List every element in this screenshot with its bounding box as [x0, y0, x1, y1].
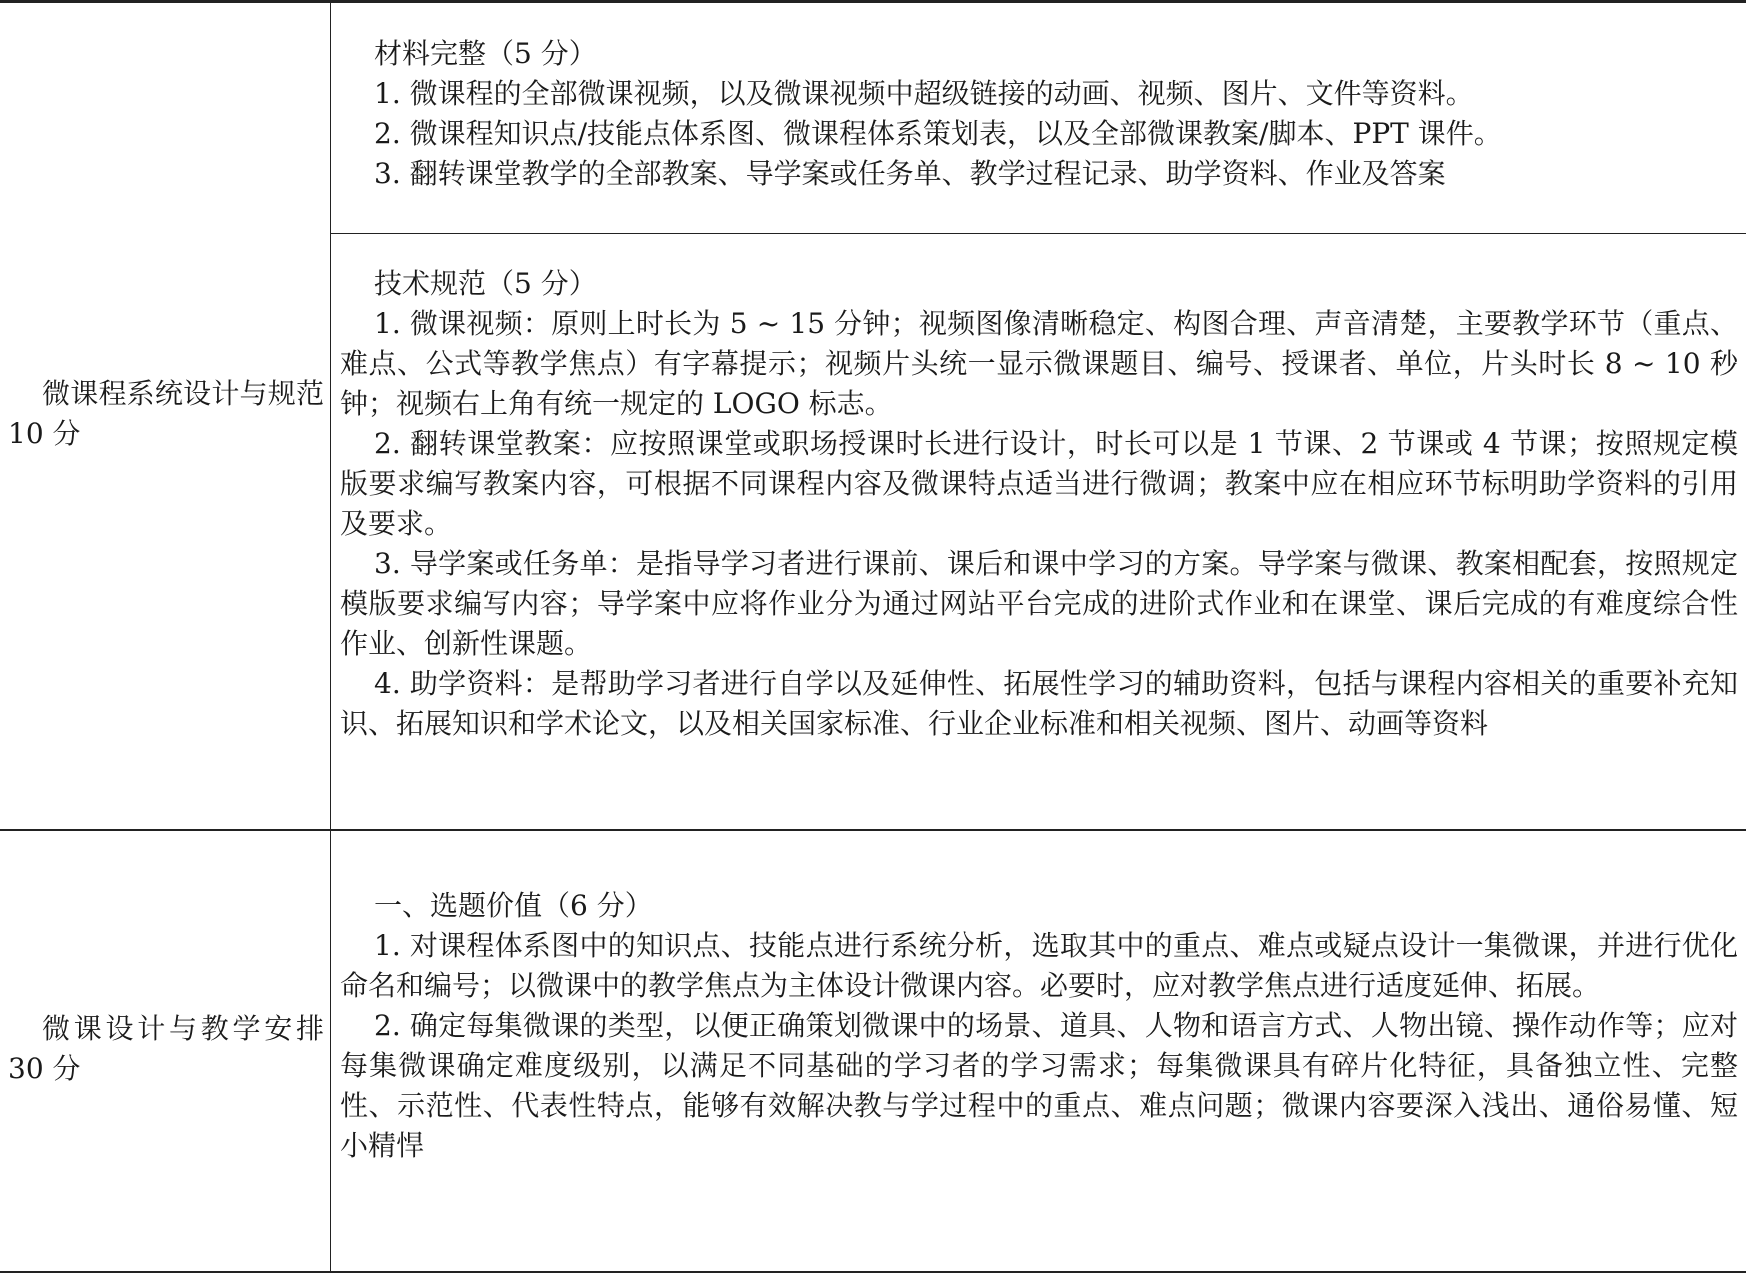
list-item: 1. 微课程的全部微课视频，以及微课视频中超级链接的动画、视频、图片、文件等资料。: [374, 77, 1474, 110]
section-heading: 技术规范（5 分）: [374, 267, 597, 300]
row-label-system-design: 微课程系统设计与规范 10 分: [8, 377, 324, 450]
list-item: 1. 微课视频：原则上时长为 5 ~ 15 分钟；视频图像清晰稳定、构图合理、声音清楚，主要教学环节（重点、难点、公式等教学焦点）有字幕提示；视频片头统一显示微课题目、编号、授课者、单位，片头时长 8 ~ 10 秒钟；视频右上角有统一规定的 LOGO 标志。: [340, 307, 1738, 420]
list-item: 2. 翻转课堂教案：应按照课堂或职场授课时长进行设计，时长可以是 1 节课、2 节课或 4 节课；按照规定模版要求编写教案内容，可根据不同课程内容及微课特点适当进行微调；教案中应在相应环节标明助学资料的引用及要求。: [340, 427, 1738, 540]
list-item: 3. 翻转课堂教学的全部教案、导学案或任务单、教学过程记录、助学资料、作业及答案: [374, 157, 1446, 190]
row-label-teaching-design: 微课设计与教学安排 30 分: [8, 1012, 324, 1085]
section-divider: [330, 233, 1746, 234]
table-top-border: [0, 0, 1746, 3]
row-divider: [0, 829, 1746, 831]
list-item: 4. 助学资料：是帮助学习者进行自学以及延伸性、拓展性学习的辅助资料，包括与课程内容相关的重要补充知识、拓展知识和学术论文，以及相关国家标准、行业企业标准和相关视频、图片、动画等资料: [340, 667, 1738, 740]
list-item: 2. 微课程知识点/技能点体系图、微课程体系策划表，以及全部微课教案/脚本、PPT 课件。: [374, 117, 1502, 150]
section-heading: 材料完整（5 分）: [374, 37, 597, 70]
list-item: 3. 导学案或任务单：是指导学习者进行课前、课后和课中学习的方案。导学案与微课、教案相配套，按照规定模版要求编写内容；导学案中应将作业分为通过网站平台完成的进阶式作业和在课堂、课后完成的有难度综合性作业、创新性课题。: [340, 547, 1738, 660]
column-divider: [330, 0, 331, 1273]
section-heading: 一、选题价值（6 分）: [374, 889, 653, 922]
section-topic-value: [340, 886, 1738, 1166]
list-item: 1. 对课程体系图中的知识点、技能点进行系统分析，选取其中的重点、难点或疑点设计一集微课，并进行优化命名和编号；以微课中的教学焦点为主体设计微课内容。必要时，应对教学焦点进行适度延伸、拓展。: [340, 929, 1738, 1002]
section-material-completeness: [340, 34, 1738, 194]
list-item: 2. 确定每集微课的类型，以便正确策划微课中的场景、道具、人物和语言方式、人物出镜、操作动作等；应对每集微课确定难度级别，以满足不同基础的学习者的学习需求；每集微课具有碎片化特征，具备独立性、完整性、示范性、代表性特点，能够有效解决教与学过程中的重点、难点问题；微课内容要深入浅出、通俗易懂、短小精悍: [340, 1009, 1738, 1162]
table-bottom-border: [0, 1271, 1746, 1273]
section-technical-standards: [340, 264, 1738, 744]
